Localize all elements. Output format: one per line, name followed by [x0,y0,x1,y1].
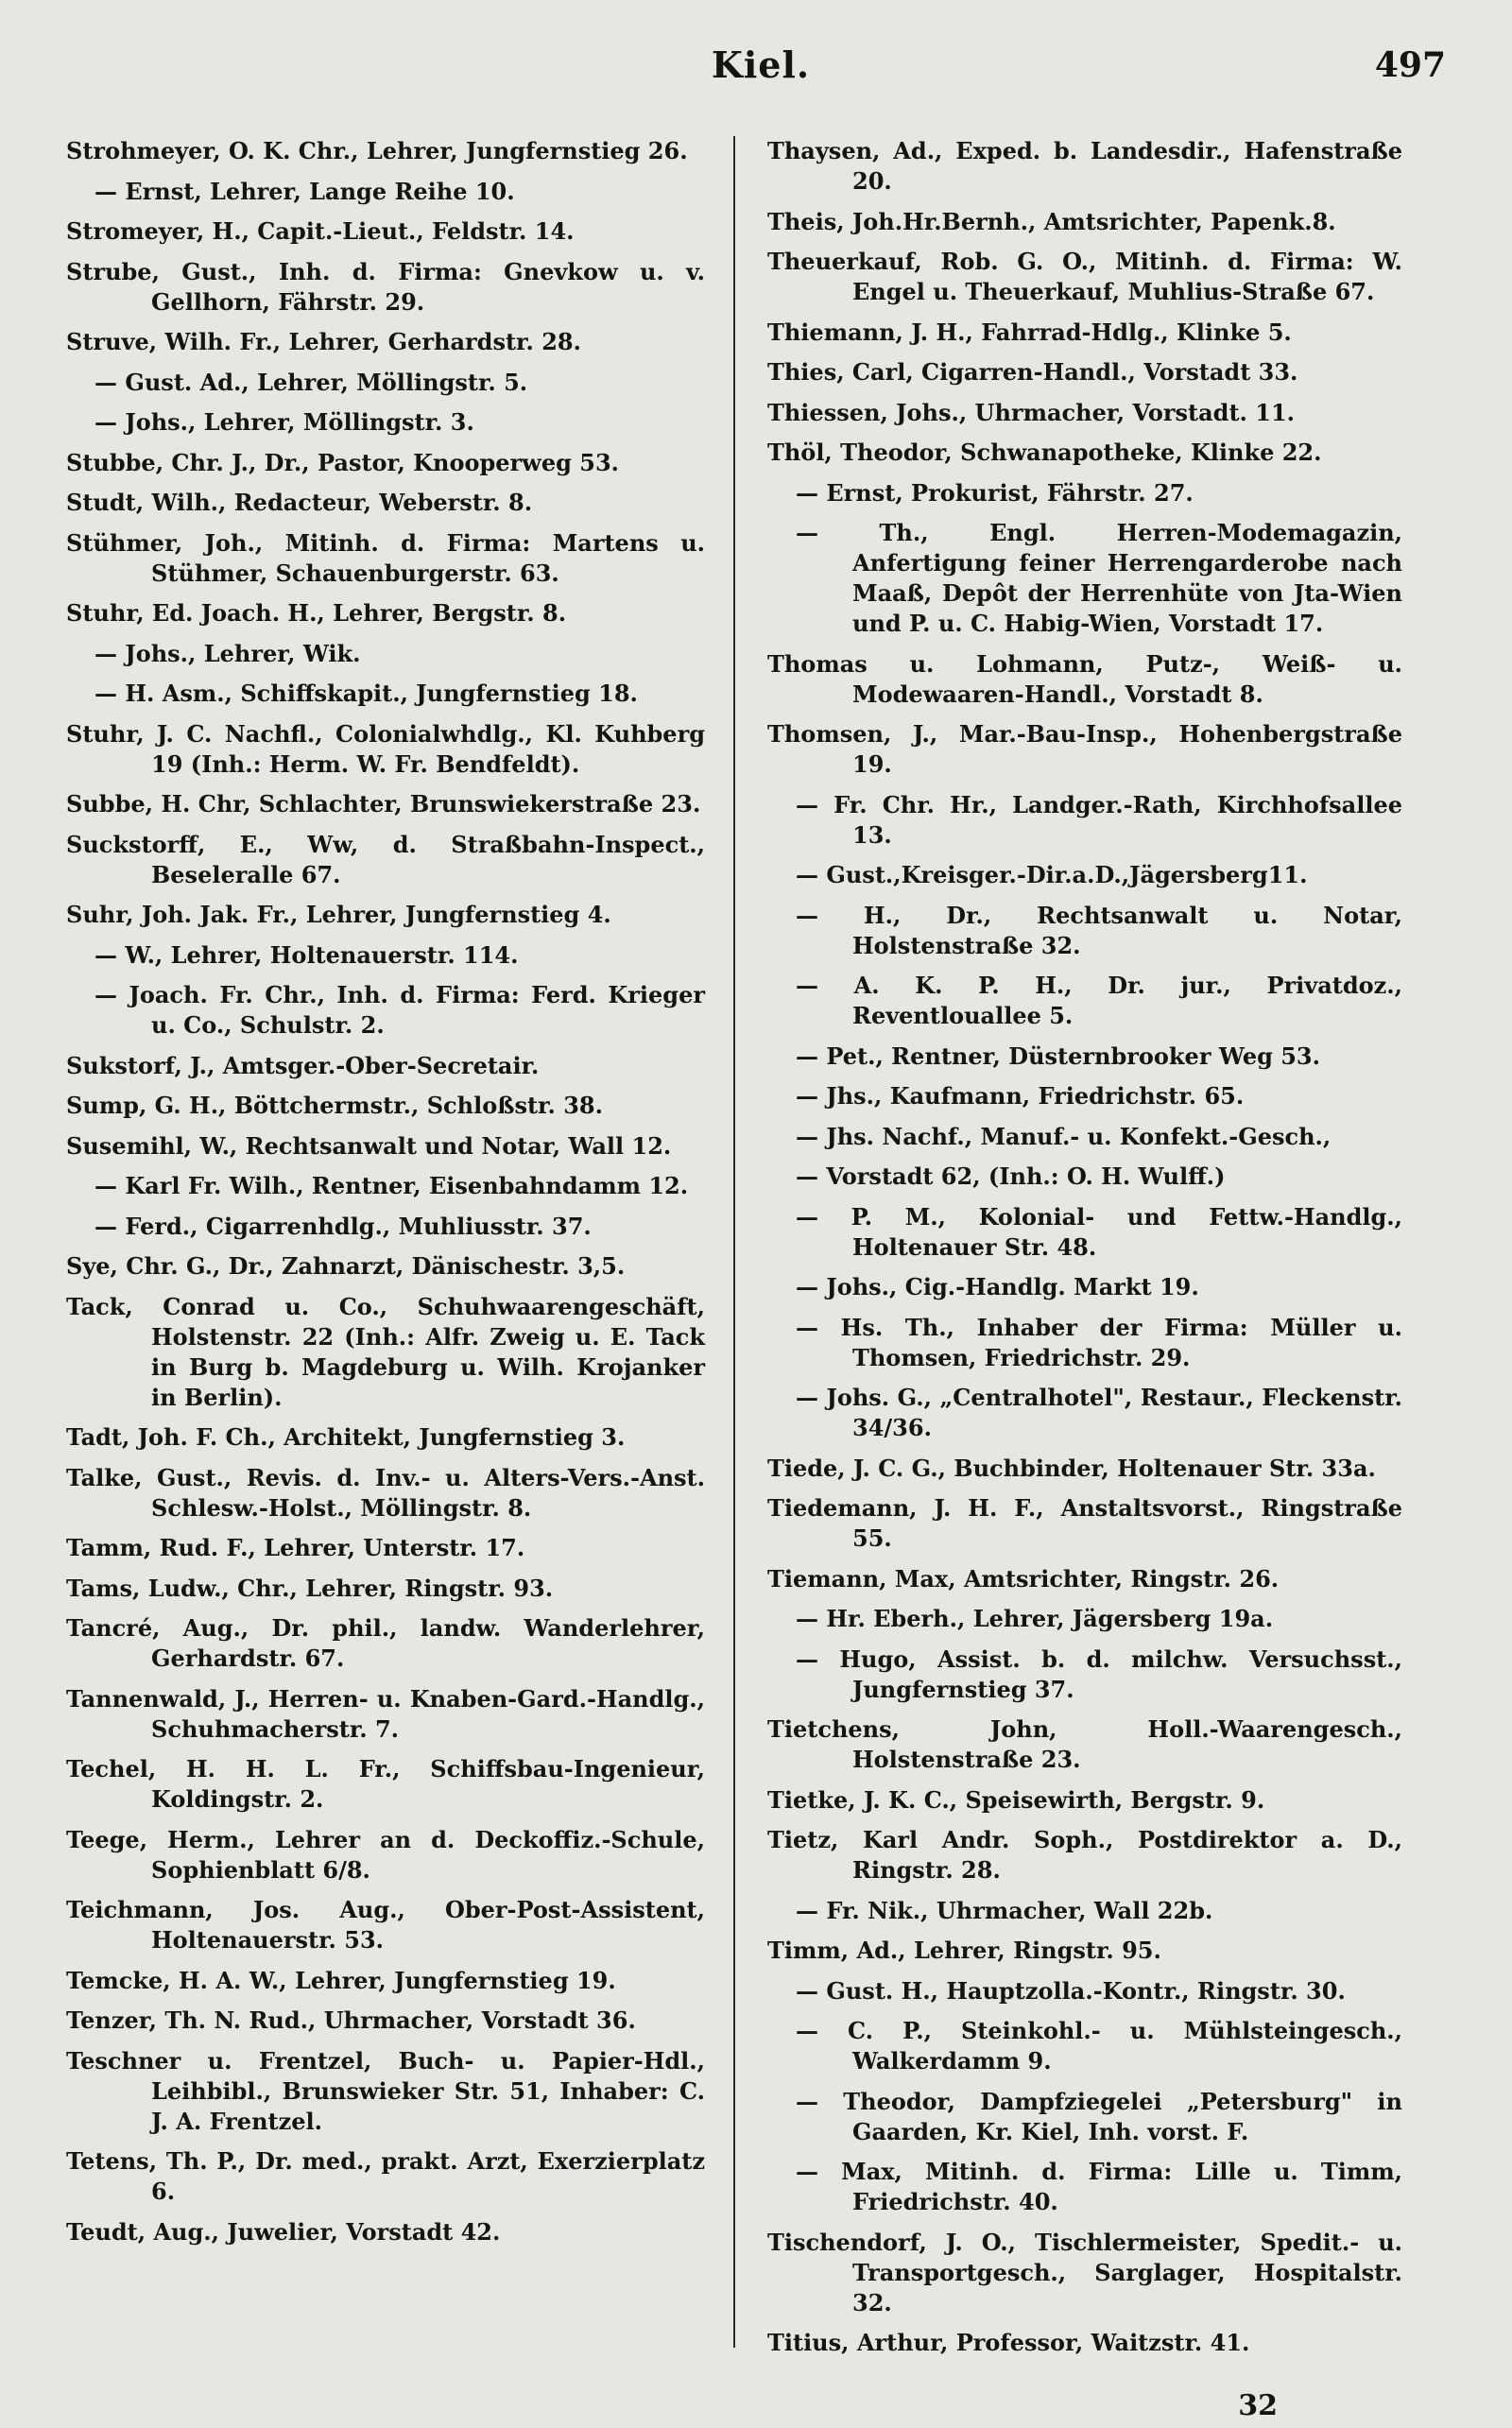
directory-entry: Tiemann, Max, Amtsrichter, Ringstr. 26. [767,1564,1280,1593]
directory-entry: Studt, Wilh., Redacteur, Weberstr. 8. [66,489,533,516]
directory-entry: Thiessen, Johs., Uhrmacher, Vorstadt. 11. [767,398,1295,426]
directory-entry: Teege, Herm., Lehrer an d. Deckoffiz.-Schule, Sophienblatt 6/8. [66,1825,705,1884]
directory-entry: — Ernst, Prokurist, Fährstr. 27. [796,478,1194,507]
directory-entry: — Gust. H., Hauptzolla.-Kontr., Ringstr. 30. [796,1976,1346,2005]
directory-entry: Tietke, J. K. C., Speisewirth, Bergstr. 9. [767,1785,1265,1814]
directory-entry: Sye, Chr. G., Dr., Zahnarzt, Dänischestr. 3,5. [66,1252,626,1280]
directory-entry: — Ernst, Lehrer, Lange Reihe 10. [94,177,515,205]
directory-entry: Techel, H. H. L. Fr., Schiffsbau-Ingenieur, Koldingstr. 2. [66,1755,705,1813]
directory-entry: — Max, Mitinh. d. Firma: Lille u. Timm, Friedrichstr. 40. [796,2158,1402,2215]
directory-entry: Suckstorff, E., Ww, d. Straßbahn-Inspect., Beseleralle 67. [66,830,705,888]
directory-entry: — Joach. Fr. Chr., Inh. d. Firma: Ferd. Krieger u. Co., Schulstr. 2. [94,981,705,1039]
left-column [66,136,728,2348]
directory-entry: Tenzer, Th. N. Rud., Uhrmacher, Vorstadt 36. [66,2006,636,2034]
directory-entry: — Vorstadt 62, (Inh.: O. H. Wulff.) [796,1162,1226,1190]
directory-entry: Strube, Gust., Inh. d. Firma: Gnevkow u. v. Gellhorn, Fährstr. 29. [66,257,705,316]
directory-entry: Teschner u. Frentzel, Buch- u. Papier-Hdl., Leihbibl., Brunswieker Str. 51, Inhaber: C. J. A. Frentzel. [66,2046,705,2135]
directory-entry: — Fr. Chr. Hr., Landger.-Rath, Kirchhofsallee 13. [796,790,1402,849]
directory-entry: Thies, Carl, Cigarren-Handl., Vorstadt 33. [767,358,1298,386]
directory-entry: — Jhs., Kaufmann, Friedrichstr. 65. [796,1082,1245,1110]
directory-entry: — Gust.,Kreisger.-Dir.a.D.,Jägersberg11. [796,861,1308,888]
directory-entry: — Ferd., Cigarrenhdlg., Muhliusstr. 37. [94,1212,592,1240]
directory-entry: — Jhs. Nachf., Manuf.- u. Konfekt.-Gesch., [796,1122,1332,1150]
directory-entry: Tack, Conrad u. Co., Schuhwaarengeschäft, Holstenstr. 22 (Inh.: Alfr. Zweig u. E. Tack in Burg b. Magdeburg u. Wilh. Krojanker in Berlin). [66,1292,705,1411]
directory-entry: Tischendorf, J. O., Tischlermeister, Spedit.- u. Transportgesch., Sarglager, Hospitalstr. 32. [767,2228,1402,2316]
directory-entry: Thöl, Theodor, Schwanapotheke, Klinke 22. [767,439,1322,466]
directory-entry: Struve, Wilh. Fr., Lehrer, Gerhardstr. 28. [66,328,581,355]
directory-entry: Thomas u. Lohmann, Putz-, Weiß- u. Modewaaren-Handl., Vorstadt 8. [767,649,1402,708]
directory-entry: Tietchens, John, Holl.-Waarengesch., Holstenstraße 23. [767,1715,1402,1773]
directory-entry: Tannenwald, J., Herren- u. Knaben-Gard.-Handlg., Schuhmacherstr. 7. [66,1684,705,1743]
directory-entry: Tamm, Rud. F., Lehrer, Unterstr. 17. [66,1534,525,1561]
directory-entry: Thiemann, J. H., Fahrrad-Hdlg., Klinke 5. [767,318,1292,346]
directory-entry: — Gust. Ad., Lehrer, Möllingstr. 5. [94,368,528,396]
directory-entry: — W., Lehrer, Holtenauerstr. 114. [94,940,519,969]
directory-entry: Stühmer, Joh., Mitinh. d. Firma: Martens u. Stühmer, Schauenburgerstr. 63. [66,528,705,587]
directory-entry: — Pet., Rentner, Düsternbrooker Weg 53. [796,1042,1320,1070]
directory-entry: — Johs., Lehrer, Möllingstr. 3. [94,408,474,436]
directory-entry: Thomsen, J., Mar.-Bau-Insp., Hohenbergstraße 19. [767,720,1402,778]
directory-entry: — H. Asm., Schiffskapit., Jungfernstieg 18. [94,680,638,707]
directory-entry: Suhr, Joh. Jak. Fr., Lehrer, Jungfernstieg 4. [66,901,611,928]
column-divider [733,136,735,2348]
directory-entry: Stubbe, Chr. J., Dr., Pastor, Knooperweg 53. [66,448,619,476]
directory-entry: Talke, Gust., Revis. d. Inv.- u. Alters-Vers.-Anst. Schlesw.-Holst., Möllingstr. 8. [66,1463,705,1522]
directory-entry: — P. M., Kolonial- und Fettw.-Handlg., Holtenauer Str. 48. [796,1202,1402,1261]
directory-entry: — Johs. G., „Centralhotel", Restaur., Fleckenstr. 34/36. [796,1384,1402,1441]
directory-entry: Titius, Arthur, Professor, Waitzstr. 41. [767,2329,1250,2356]
directory-entry: Teichmann, Jos. Aug., Ober-Post-Assistent, Holtenauerstr. 53. [66,1896,705,1954]
directory-entry: — H., Dr., Rechtsanwalt u. Notar, Holstenstraße 32. [796,901,1402,959]
directory-entry: — Hs. Th., Inhaber der Firma: Müller u. Thomsen, Friedrichstr. 29. [796,1313,1402,1371]
directory-entry: — Fr. Nik., Uhrmacher, Wall 22b. [796,1896,1213,1924]
directory-entry: Theis, Joh.Hr.Bernh., Amtsrichter, Papenk.8. [767,207,1336,235]
directory-entry: Subbe, H. Chr, Schlachter, Brunswiekerstraße 23. [66,790,701,818]
directory-columns [66,136,1455,2356]
directory-entry: — Johs., Cig.-Handlg. Markt 19. [796,1273,1199,1300]
directory-entry: Stuhr, J. C. Nachfl., Colonialwhdlg., Kl. Kuhberg 19 (Inh.: Herm. W. Fr. Bendfeldt). [66,719,705,778]
directory-entry: Tetens, Th. P., Dr. med., prakt. Arzt, Exerzierplatz 6. [66,2147,705,2205]
directory-entry: Sukstorf, J., Amtsger.-Ober-Secretair. [66,1051,540,1079]
directory-entry: Tams, Ludw., Chr., Lehrer, Ringstr. 93. [66,1574,554,1602]
directory-entry: Tiedemann, J. H. F., Anstaltsvorst., Ringstraße 55. [767,1494,1402,1552]
directory-entry: Tiede, J. C. G., Buchbinder, Holtenauer Str. 33a. [767,1454,1376,1482]
signature-mark: 32 [1238,2389,1278,2422]
directory-entry: Susemihl, W., Rechtsanwalt und Notar, Wall 12. [66,1131,672,1160]
directory-entry: — Johs., Lehrer, Wik. [94,639,361,667]
directory-entry: Stromeyer, H., Capit.-Lieut., Feldstr. 14. [66,217,575,245]
running-title: Kiel. [711,43,811,86]
page-number: 497 [1374,45,1446,85]
directory-entry: — Th., Engl. Herren-Modemagazin, Anfertigung feiner Herrengarderobe nach Maaß, Depôt der Herrenhüte von Jta-Wien und P. u. C. Habig-Wien, Vorstadt 17. [796,519,1402,637]
directory-entry: Tietz, Karl Andr. Soph., Postdirektor a. D., Ringstr. 28. [767,1826,1402,1884]
directory-entry: Temcke, H. A. W., Lehrer, Jungfernstieg 19. [66,1966,616,1994]
directory-entry: — Karl Fr. Wilh., Rentner, Eisenbahndamm 12. [94,1172,689,1199]
directory-entry: — Hr. Eberh., Lehrer, Jägersberg 19a. [796,1605,1274,1632]
page-header [66,38,1455,95]
directory-entry: — Theodor, Dampfziegelei „Petersburg" in Gaarden, Kr. Kiel, Inh. vorst. F. [796,2087,1402,2145]
directory-entry: Tancré, Aug., Dr. phil., landw. Wanderlehrer, Gerhardstr. 67. [66,1614,705,1672]
directory-entry: Tadt, Joh. F. Ch., Architekt, Jungfernstieg 3. [66,1423,626,1451]
directory-entry: Theuerkauf, Rob. G. O., Mitinh. d. Firma: W. Engel u. Theuerkauf, Muhlius-Straße 67. [767,248,1402,305]
directory-entry: Stuhr, Ed. Joach. H., Lehrer, Bergstr. 8. [66,599,567,627]
directory-entry: Teudt, Aug., Juwelier, Vorstadt 42. [66,2217,501,2246]
directory-entry: Sump, G. H., Böttchermstr., Schloßstr. 38. [66,1092,603,1119]
directory-entry: Thaysen, Ad., Exped. b. Landesdir., Hafenstraße 20. [767,137,1402,195]
directory-entry: Strohmeyer, O. K. Chr., Lehrer, Jungfernstieg 26. [66,137,688,164]
directory-entry: — A. K. P. H., Dr. jur., Privatdoz., Reventlouallee 5. [796,972,1402,1029]
directory-entry: — C. P., Steinkohl.- u. Mühlsteingesch., Walkerdamm 9. [796,2017,1402,2075]
directory-entry: Timm, Ad., Lehrer, Ringstr. 95. [767,1937,1161,1964]
right-column [741,136,1402,2356]
directory-entry: — Hugo, Assist. b. d. milchw. Versuchsst., Jungfernstieg 37. [796,1644,1402,1703]
